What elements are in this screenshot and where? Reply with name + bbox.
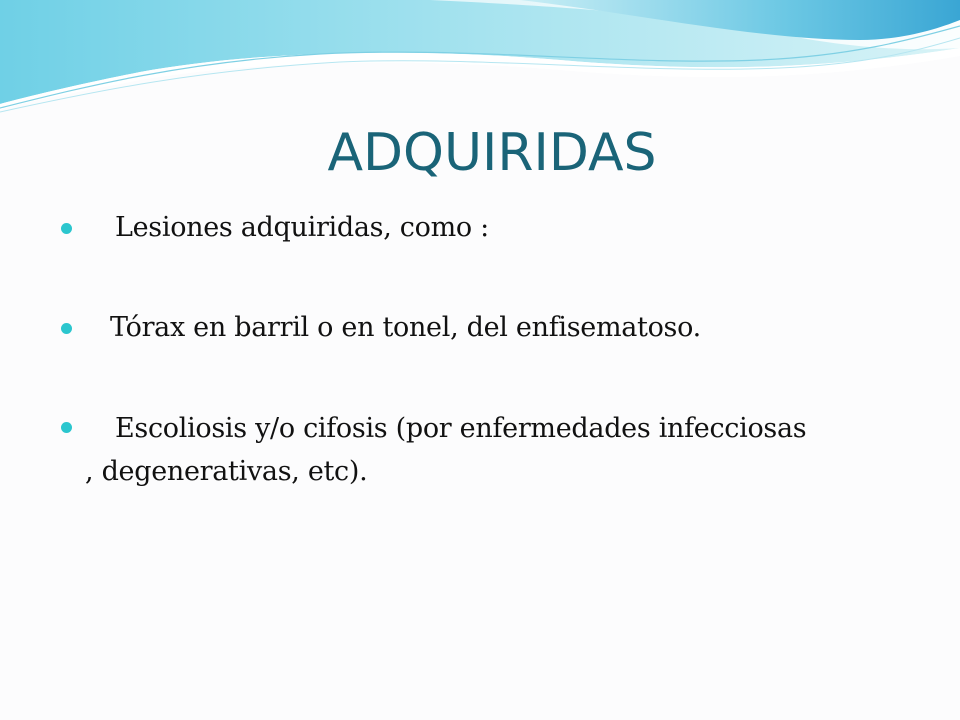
bullet-text: Tórax en barril o en tonel, del enfisematoso.	[110, 312, 701, 343]
bullet-icon	[61, 223, 72, 234]
bullet-icon	[61, 422, 72, 433]
bullet-text: Lesiones adquiridas, como :	[115, 212, 489, 243]
slide-title: ADQUIRIDAS	[327, 123, 657, 183]
bullet-text: Escoliosis y/o cifosis (por enfermedades infecciosas	[115, 413, 807, 444]
bullet-text-continuation: , degenerativas, etc).	[85, 456, 368, 487]
bullet-icon	[61, 323, 72, 334]
